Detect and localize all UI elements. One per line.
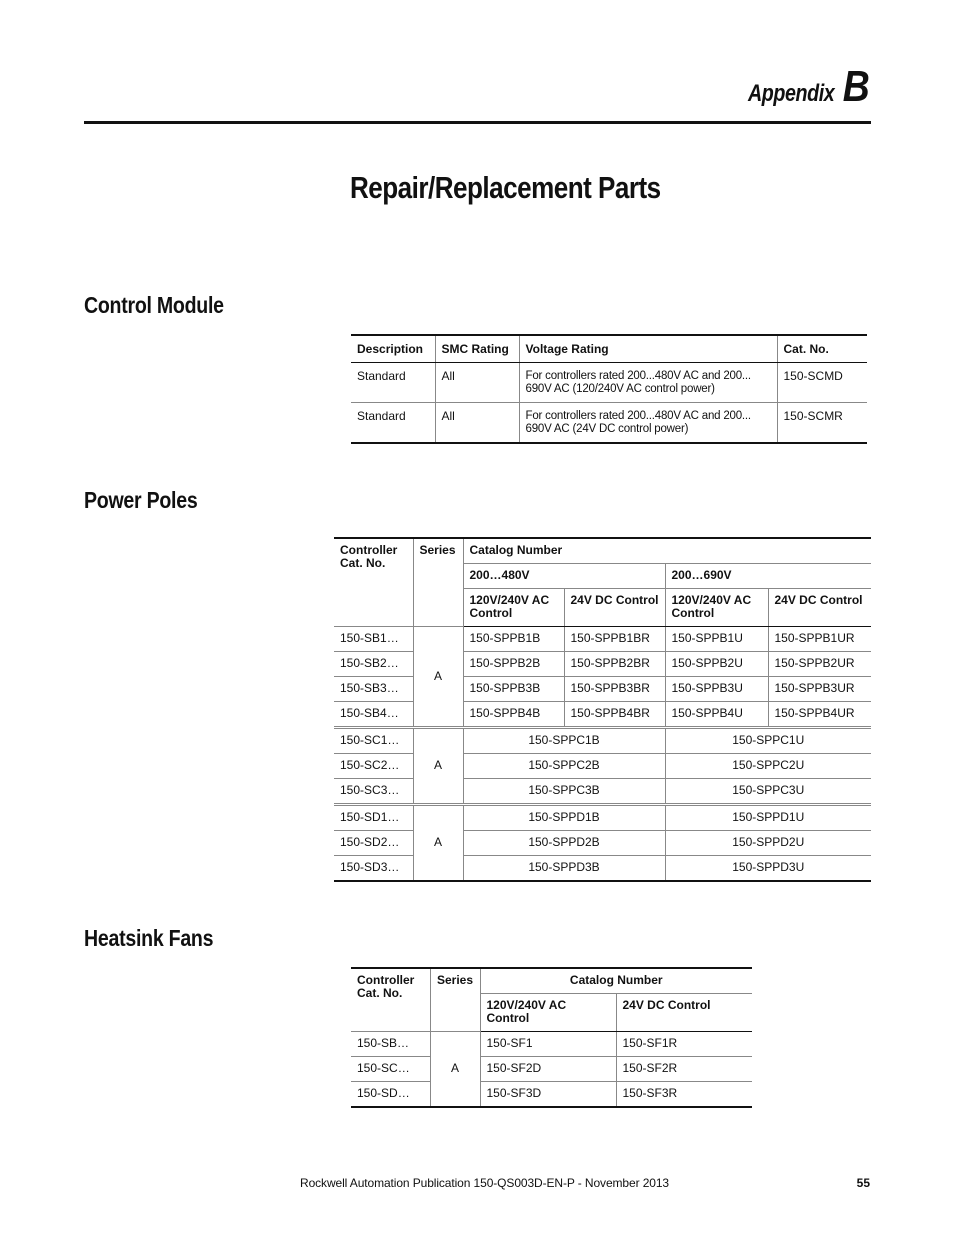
series-cell: A (413, 805, 463, 882)
column-header: 24V DC Control (768, 589, 871, 627)
table-cell: 150-SPPB1U (665, 627, 768, 652)
table-cell: 150-SF1 (480, 1032, 616, 1057)
column-header: Description (351, 335, 435, 363)
table-cell: 150-SD1… (334, 805, 413, 831)
heatsink-fans-table (351, 967, 752, 1108)
column-header: 120V/240V AC Control (463, 589, 564, 627)
table-cell: 150-SF3R (616, 1082, 752, 1108)
table-cell: For controllers rated 200...480V AC and 200... 690V AC (24V DC control power) (519, 403, 777, 444)
column-header: Controller Cat. No. (351, 968, 430, 1032)
series-cell: A (413, 728, 463, 805)
column-header: Catalog Number (480, 968, 752, 994)
column-header: Series (413, 538, 463, 627)
table-row (351, 363, 867, 403)
table-cell: 150-SPPC2U (665, 754, 871, 779)
table-cell: 150-SPPC3B (463, 779, 665, 805)
table-cell: 150-SF2D (480, 1057, 616, 1082)
table-cell: 150-SB… (351, 1032, 430, 1057)
table-cell: 150-SB4… (334, 702, 413, 728)
table-cell: 150-SPPC2B (463, 754, 665, 779)
page-title: Repair/Replacement Parts (350, 170, 661, 205)
table-cell: 150-SC… (351, 1057, 430, 1082)
column-header: Controller Cat. No. (334, 538, 413, 627)
table-cell: 150-SPPB4B (463, 702, 564, 728)
appendix-word: Appendix (747, 80, 835, 107)
table-cell: Standard (351, 403, 435, 444)
table-cell: All (435, 363, 519, 403)
table-cell: 150-SPPB4UR (768, 702, 871, 728)
table-cell: 150-SPPB3BR (564, 677, 665, 702)
series-cell: A (413, 627, 463, 728)
table-cell: 150-SD… (351, 1082, 430, 1108)
table-row (351, 1082, 752, 1108)
table-cell: 150-SPPD3B (463, 856, 665, 882)
table-cell: 150-SPPB2UR (768, 652, 871, 677)
table-cell: 150-SPPB1B (463, 627, 564, 652)
table-cell: 150-SPPC3U (665, 779, 871, 805)
table-cell: 150-SC2… (334, 754, 413, 779)
table-cell: 150-SPPB1UR (768, 627, 871, 652)
section-heading-heatsink-fans: Heatsink Fans (84, 925, 214, 951)
table-cell: 150-SD3… (334, 856, 413, 882)
table-cell: 150-SC1… (334, 728, 413, 754)
table-header-row (351, 968, 752, 994)
table-cell: 150-SB1… (334, 627, 413, 652)
appendix-label (729, 62, 870, 112)
control-module-table (351, 334, 867, 444)
table-cell: Standard (357, 369, 406, 383)
column-header: SMC Rating (435, 335, 519, 363)
table-cell: 150-SF2R (616, 1057, 752, 1082)
table-row (334, 728, 871, 754)
column-header: 24V DC Control (564, 589, 665, 627)
table-cell: 150-SPPD1B (463, 805, 665, 831)
table-row (334, 805, 871, 831)
table-header-row (334, 538, 871, 564)
series-cell: A (430, 1032, 480, 1108)
column-header: 120V/240V AC Control (665, 589, 768, 627)
power-poles-table (334, 537, 871, 882)
table-cell: 150-SPPB3U (665, 677, 768, 702)
table-cell: 150-SPPD2U (665, 831, 871, 856)
table-cell: 150-SPPC1U (665, 728, 871, 754)
page-number: 55 (856, 1176, 870, 1190)
table-cell: 150-SPPB3UR (768, 677, 871, 702)
table-cell: All (435, 403, 519, 444)
table-row (351, 1057, 752, 1082)
table-cell: 150-SF1R (616, 1032, 752, 1057)
column-header: 24V DC Control (616, 994, 752, 1032)
table-header-row (351, 335, 867, 363)
column-header: Voltage Rating (519, 335, 777, 363)
table-cell: For controllers rated 200...480V AC and 200... 690V AC (120/240V AC control power) (519, 363, 777, 403)
header-rule (84, 121, 871, 124)
column-header: 200…480V (463, 564, 665, 589)
table-cell: 150-SB3… (334, 677, 413, 702)
column-header: Catalog Number (463, 538, 871, 564)
table-row (334, 627, 871, 652)
table-cell: 150-SPPB4U (665, 702, 768, 728)
table-row (351, 1032, 752, 1057)
table-cell: 150-SPPD2B (463, 831, 665, 856)
section-heading-power-poles: Power Poles (84, 487, 198, 513)
table-cell: 150-SPPB3B (463, 677, 564, 702)
table-cell: 150-SF3D (480, 1082, 616, 1108)
column-header: 120V/240V AC Control (480, 994, 616, 1032)
table-row (351, 403, 867, 444)
table-cell: 150-SPPD1U (665, 805, 871, 831)
table-cell: 150-SPPB2BR (564, 652, 665, 677)
footer-publication: Rockwell Automation Publication 150-QS003D-EN-P - November 2013 (300, 1176, 669, 1190)
table-cell: 150-SC3… (334, 779, 413, 805)
table-cell: 150-SCMR (777, 403, 867, 444)
table-cell: 150-SPPB2U (665, 652, 768, 677)
section-heading-control-module: Control Module (84, 292, 224, 318)
column-header: Cat. No. (777, 335, 867, 363)
table-cell: 150-SD2… (334, 831, 413, 856)
column-header: Series (430, 968, 480, 1032)
table-cell: 150-SCMD (777, 363, 867, 403)
table-cell: 150-SPPC1B (463, 728, 665, 754)
column-header: 200…690V (665, 564, 871, 589)
appendix-letter: B (842, 62, 870, 111)
table-cell: 150-SB2… (334, 652, 413, 677)
table-cell: 150-SPPB4BR (564, 702, 665, 728)
table-cell: 150-SPPB2B (463, 652, 564, 677)
table-cell: 150-SPPB1BR (564, 627, 665, 652)
table-cell: 150-SPPD3U (665, 856, 871, 882)
